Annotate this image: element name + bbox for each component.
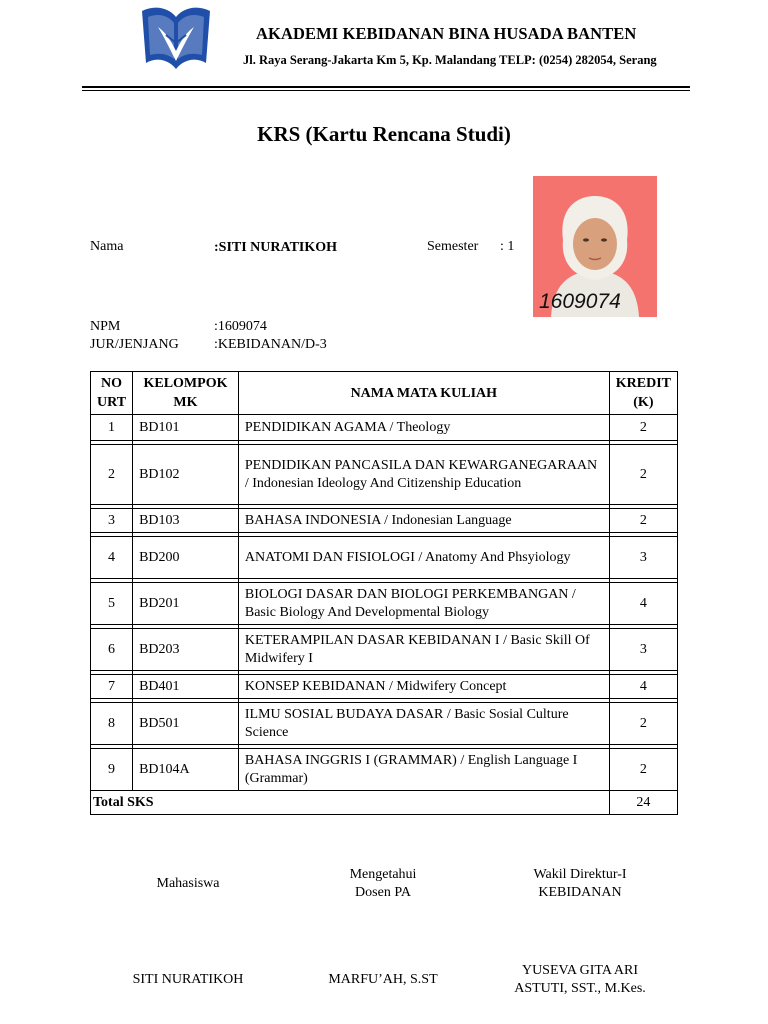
npm-value: :1609074	[214, 319, 267, 334]
table-row: 9 BD104A BAHASA INGGRIS I (GRAMMAR) / English Language I (Grammar) 2	[91, 749, 678, 791]
course-table	[90, 371, 678, 815]
signature-director-title: Wakil Direktur-I KEBIDANAN	[533, 867, 627, 900]
table-row: 7 BD401 KONSEP KEBIDANAN / Midwifery Concept 4	[91, 675, 678, 699]
photo-caption: 1609074	[539, 290, 621, 313]
name-label: Nama	[90, 239, 124, 254]
table-row: 8 BD501 ILMU SOSIAL BUDAYA DASAR / Basic Sosial Culture Science 2	[91, 703, 678, 745]
header-credit: KREDIT (K)	[609, 372, 677, 415]
table-row: 1 BD101 PENDIDIKAN AGAMA / Theology 2	[91, 415, 678, 441]
npm-label: NPM	[90, 319, 121, 334]
table-row: 6 BD203 KETERAMPILAN DASAR KEBIDANAN I / Basic Skill Of Midwifery I 3	[91, 629, 678, 671]
student-photo	[533, 176, 657, 317]
semester-value: : 1	[500, 239, 515, 254]
document-title: KRS (Kartu Rencana Studi)	[257, 122, 511, 146]
jur-value: :KEBIDANAN/D-3	[214, 337, 327, 352]
semester-label: Semester	[427, 239, 479, 254]
header-group: KELOMPOK MK	[133, 372, 239, 415]
table-row: 4 BD200 ANATOMI DAN FISIOLOGI / Anatomy And Phsyiology 3	[91, 537, 678, 579]
jur-label: JUR/JENJANG	[90, 337, 179, 352]
signature-student-name: SITI NURATIKOH	[132, 972, 244, 987]
header-course: NAMA MATA KULIAH	[238, 372, 609, 415]
institution-logo	[136, 3, 216, 75]
total-row	[91, 791, 678, 815]
total-label: Total SKS	[91, 791, 610, 815]
institution-address: Jl. Raya Serang-Jakarta Km 5, Kp. Malandang TELP: (0254) 282054, Serang	[243, 53, 657, 67]
name-value: :SITI NURATIKOH	[214, 240, 338, 255]
signature-director-name: YUSEVA GITA ARI ASTUTI, SST., M.Kes.	[514, 963, 646, 996]
table-row: 5 BD201 BIOLOGI DASAR DAN BIOLOGI PERKEMBANGAN / Basic Biology And Developmental Biology 4	[91, 583, 678, 625]
header-rule-thin	[82, 90, 690, 91]
table-header-row	[91, 372, 678, 415]
signature-advisor-title: Mengetahui Dosen PA	[349, 867, 417, 900]
header-rule	[82, 86, 690, 88]
signature-student-title: Mahasiswa	[156, 876, 220, 891]
table-row: 3 BD103 BAHASA INDONESIA / Indonesian Language 2	[91, 509, 678, 533]
signature-advisor-name: MARFU’AH, S.ST	[328, 972, 438, 987]
header-no: NO URT	[91, 372, 133, 415]
institution-name: AKADEMI KEBIDANAN BINA HUSADA BANTEN	[256, 24, 637, 43]
total-value: 24	[609, 791, 677, 815]
table-row: 2 BD102 PENDIDIKAN PANCASILA DAN KEWARGANEGARAAN / Indonesian Ideology And Citizenship Education 2	[91, 445, 678, 505]
